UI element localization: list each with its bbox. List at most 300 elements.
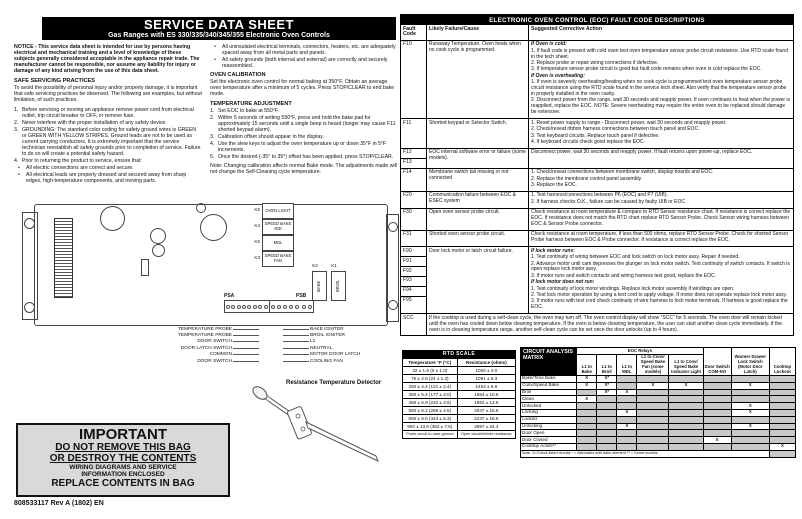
fault-table-header bbox=[401, 25, 793, 40]
matrix-cell bbox=[637, 409, 669, 416]
oven-calibration-heading: OVEN CALIBRATION bbox=[210, 72, 266, 78]
matrix-cell: X bbox=[731, 403, 769, 410]
matrix-cell bbox=[703, 409, 731, 416]
temperature-adjustment-step-marker: 3. bbox=[210, 134, 215, 140]
temperature-adjustment-step-text: Once the desired (-35° to 35°) offset has been applied, press STOP/CLEAR. bbox=[218, 154, 394, 160]
matrix-column-header: L1 to Broil bbox=[597, 354, 617, 375]
matrix-column-header: L1 to Conv/ Speed Bake Indicator Light bbox=[669, 354, 703, 375]
matrix-cell bbox=[637, 430, 669, 437]
matrix-body bbox=[521, 375, 796, 457]
matrix-cell bbox=[597, 396, 617, 403]
fault-action bbox=[529, 231, 793, 246]
assurance-bullet-marker: • bbox=[214, 44, 216, 50]
fault-code: F95 bbox=[401, 296, 426, 306]
fault-cause: Runaway Temperature. Oven heats when no cook cycle is programmed. bbox=[427, 41, 529, 118]
matrix-column-header: Cooktop Lockout bbox=[769, 348, 795, 376]
fault-action bbox=[529, 119, 793, 148]
wire-leader-line bbox=[283, 348, 309, 349]
fault-code-cell bbox=[401, 247, 427, 313]
matrix-cell bbox=[769, 409, 795, 416]
fault-code: F12 bbox=[403, 149, 412, 156]
rtd-footer-right: Open circuit/infinite resistance bbox=[457, 431, 515, 439]
fault-code: F11 bbox=[403, 119, 412, 126]
wire-label: COOLING FAN bbox=[310, 358, 343, 364]
fault-code: F94 bbox=[401, 286, 426, 296]
matrix-cell bbox=[703, 375, 731, 382]
temperature-adjustment-step-text: Within 5 seconds of setting 550°F, press and hold the bake pad for approximately 15 seconds until a single beep is heard (longer may cause F11 shorted keypad alarm). bbox=[218, 115, 396, 133]
matrix-cell bbox=[669, 437, 703, 444]
matrix-cell bbox=[597, 409, 617, 416]
matrix-cell bbox=[577, 409, 597, 416]
matrix-cell: X* bbox=[597, 382, 617, 389]
rtd-scale-title: RTD SCALE bbox=[403, 351, 516, 359]
wire-leader-line bbox=[283, 361, 309, 362]
matrix-cell: X bbox=[703, 437, 731, 444]
fault-table-title: ELECTRONIC OVEN CONTROL (EOC) FAULT CODE DESCRIPTIONS bbox=[401, 15, 793, 25]
wire-label: MOTOR DOOR LATCH bbox=[310, 352, 361, 358]
rtd-cell: 650 ± 9.6 (343 ± 5.3) bbox=[403, 415, 458, 423]
temperature-adjustment-step-text: Use the slew keys to adjust the oven temperature up or down 35°F in 5°F increments. bbox=[218, 141, 387, 153]
connector-pin bbox=[258, 305, 262, 309]
fault-action-header: Suggested Corrective Action bbox=[531, 25, 603, 32]
matrix-row bbox=[521, 409, 796, 416]
connector-pin bbox=[271, 305, 275, 309]
connector-pin bbox=[231, 305, 235, 309]
relay-function-label: MDL bbox=[262, 235, 294, 251]
rtd-cell: 1000 ± 4.0 bbox=[457, 367, 515, 375]
matrix-cell bbox=[669, 389, 703, 396]
matrix-row-label: Locked bbox=[521, 416, 577, 423]
matrix-cell bbox=[669, 403, 703, 410]
matrix-cell bbox=[769, 403, 795, 410]
fault-action bbox=[529, 192, 793, 208]
fault-action-line: Disconnect power, wait 30 seconds and reapply power. If fault returns upon power-up, replace EOC. bbox=[531, 149, 753, 156]
fault-row bbox=[401, 313, 793, 335]
matrix-cell bbox=[769, 450, 795, 457]
matrix-column-header: L1 to MDL bbox=[617, 354, 637, 375]
matrix-cell bbox=[577, 437, 597, 444]
temperature-adjustment-heading: TEMPERATURE ADJUSTMENT bbox=[210, 101, 292, 107]
fault-code-table bbox=[400, 14, 794, 336]
matrix-cell bbox=[597, 403, 617, 410]
relay-function-label: SPEED BAKE FAN bbox=[262, 251, 294, 267]
fault-row bbox=[401, 40, 793, 118]
matrix-cell bbox=[617, 430, 637, 437]
fault-row bbox=[401, 246, 793, 313]
fault-code-cell bbox=[401, 209, 427, 230]
fault-code-cell bbox=[401, 169, 427, 191]
matrix-cell bbox=[577, 416, 597, 423]
fault-action-heading: If lock motor runs: bbox=[531, 247, 575, 254]
matrix-cell: X* bbox=[597, 375, 617, 382]
matrix-column-header: L1 to Conv/ Speed Bake Fan (some models) bbox=[637, 354, 669, 375]
fault-action-line: 2. Disconnect power from the range, wait 30 seconds and reapply power. If oven continues to heat when the power is reapplied, replace the EOC. NOTE: Severe overheating may require the entire oven to be replaced should damage be extensive. bbox=[531, 97, 791, 116]
fault-action-heading: If Oven is cold: bbox=[531, 41, 567, 48]
fault-action-line: 1. Check/reseat connections between membrane switch, display boards and EOC. bbox=[531, 169, 714, 176]
safe-practice-item-marker: 2. bbox=[14, 120, 19, 126]
sheet-title-bar bbox=[42, 17, 396, 40]
wire-label: DOOR LATCH SWITCH bbox=[180, 345, 232, 351]
matrix-cell bbox=[637, 389, 669, 396]
fault-row bbox=[401, 208, 793, 230]
matrix-cell bbox=[669, 443, 703, 450]
rtd-row bbox=[403, 407, 516, 415]
matrix-cell bbox=[597, 423, 617, 430]
temperature-adjustment-step-marker: 4. bbox=[210, 141, 215, 147]
matrix-row-label: Bake/Time Bake bbox=[521, 375, 577, 382]
intro-left-column bbox=[14, 44, 202, 185]
connector-pin bbox=[302, 305, 306, 309]
rtd-cell: 1654 ± 10.8 bbox=[457, 391, 515, 399]
matrix-cell: X bbox=[577, 396, 597, 403]
fault-cause: Communication failure between EOC & ESEC system bbox=[427, 192, 529, 208]
wire-label: NEUTRAL bbox=[310, 345, 333, 351]
fault-action-line: 4. If keyboard circuits check good replace the EOC. bbox=[531, 138, 645, 145]
rtd-cell: 75 ± 2.5 (24 ± 1.3) bbox=[403, 375, 458, 383]
matrix-row-label: Unlocking bbox=[521, 423, 577, 430]
rtd-cell: 1453 ± 8.9 bbox=[457, 383, 515, 391]
matrix-row-label: Unlocked bbox=[521, 403, 577, 410]
assurance-bullet bbox=[214, 44, 398, 56]
rtd-row bbox=[403, 375, 516, 383]
matrix-cell bbox=[597, 437, 617, 444]
matrix-cell bbox=[731, 430, 769, 437]
matrix-cell bbox=[703, 416, 731, 423]
matrix-title: CIRCUIT ANALYSIS MATRIX bbox=[521, 348, 577, 376]
matrix-row bbox=[521, 375, 796, 382]
rtd-cell: 2047 ± 15.8 bbox=[457, 407, 515, 415]
relay-id-label: K2 bbox=[312, 263, 318, 268]
matrix-cell bbox=[769, 423, 795, 430]
matrix-row-label: Cooktop Active** bbox=[521, 443, 577, 450]
fault-row bbox=[401, 168, 793, 191]
matrix-cell bbox=[703, 389, 731, 396]
matrix-column-header: Warmer Drawer Lock Switch (Motor Door Latch) bbox=[731, 348, 769, 376]
fault-cause: Door lock motor or latch circuit failure. bbox=[427, 247, 529, 313]
matrix-column-header: Door Switch COM-NO bbox=[703, 348, 731, 376]
rtd-cell: 1091 ± 5.3 bbox=[457, 375, 515, 383]
screw bbox=[196, 203, 206, 213]
rtd-cell: 350 ± 5.4 (177 ± 3.0) bbox=[403, 391, 458, 399]
wire-leader-line bbox=[233, 329, 259, 330]
matrix-cell: X bbox=[617, 389, 637, 396]
mounting-hole bbox=[388, 300, 398, 310]
safe-practices-sub-bullets bbox=[14, 165, 202, 184]
assurance-bullet bbox=[214, 57, 398, 69]
rtd-cell: 250 ± 4.4 (121 ± 2.4) bbox=[403, 383, 458, 391]
matrix-cell bbox=[637, 437, 669, 444]
temperature-adjustment-step-text: Set EOC to bake at 550°F. bbox=[218, 108, 279, 114]
rtd-cell: 900 ± 13.6 (482 ± 7.5) bbox=[403, 423, 458, 431]
temperature-adjustment-step-marker: 1. bbox=[210, 108, 215, 114]
temperature-adjustment-step bbox=[210, 134, 398, 140]
wire-label: L1 bbox=[310, 339, 316, 345]
matrix-row-label: Door Closed bbox=[521, 437, 577, 444]
matrix-cell bbox=[731, 437, 769, 444]
matrix-cell bbox=[577, 403, 597, 410]
matrix-cell: X bbox=[731, 382, 769, 389]
safe-practice-bullet bbox=[18, 172, 202, 184]
fault-code-cell bbox=[401, 231, 427, 246]
part-number: 808533117 Rev A (1802) EN bbox=[14, 500, 104, 507]
connector-pin bbox=[295, 305, 299, 309]
safe-practices-heading: SAFE SERVICING PRACTICES bbox=[14, 78, 96, 84]
fault-code: F92 bbox=[401, 266, 426, 276]
matrix-note-row bbox=[521, 450, 796, 457]
matrix-cell: X bbox=[769, 443, 795, 450]
matrix-cell bbox=[637, 443, 669, 450]
connector-pin bbox=[289, 305, 293, 309]
wire-leader-line bbox=[233, 361, 259, 362]
rtd-cell: 550 ± 8.2 (288 ± 4.5) bbox=[403, 407, 458, 415]
matrix-cell bbox=[731, 396, 769, 403]
matrix-cell bbox=[637, 375, 669, 382]
rtd-row bbox=[403, 383, 516, 391]
wire-label: DOOR SWITCH bbox=[197, 339, 232, 345]
fault-action-line: 2. Replace probe or repair wiring connections if defective. bbox=[531, 60, 659, 67]
safe-practices-intro: To avoid the possibility of personal injury and/or property damage, it is important that safe servicing practices be observed. The following are examples, but without limitation, of such practices. bbox=[14, 85, 202, 103]
matrix-cell bbox=[731, 443, 769, 450]
connector-pin bbox=[226, 305, 230, 309]
safe-practice-item bbox=[14, 107, 202, 119]
fault-action-line: 1. Test continuity of wiring between EOC and lock switch on lock motor assy. Repair if needed. bbox=[531, 254, 740, 261]
rtd-temp-header: Temperature °F (°C) bbox=[403, 359, 458, 367]
matrix-cell bbox=[669, 416, 703, 423]
wire-leader-line bbox=[233, 341, 259, 342]
matrix-cell bbox=[669, 430, 703, 437]
wire-label-row bbox=[20, 358, 260, 364]
matrix-cell: X bbox=[669, 382, 703, 389]
fault-action-line: 3. If temperature sensor probe circuit is good but fault code remains when oven is cold replace the EOC. bbox=[531, 66, 762, 73]
matrix-cell bbox=[769, 375, 795, 382]
fault-code: F14 bbox=[403, 169, 412, 176]
matrix-column-header: L1 to Bake bbox=[577, 354, 597, 375]
relay-function-label: SPEED BAKE IND bbox=[262, 219, 294, 235]
matrix-cell bbox=[731, 389, 769, 396]
fault-cause: Shorted keypad or Selector Switch. bbox=[427, 119, 529, 148]
safe-practice-item-marker: 3. bbox=[14, 127, 19, 133]
connector-psa-label: PSA bbox=[224, 293, 235, 299]
circuit-analysis-matrix bbox=[520, 347, 796, 458]
matrix-cell: X bbox=[617, 423, 637, 430]
fault-action-line: 1. Reset power supply to range - Disconnect power, wait 30 seconds and reapply power. bbox=[531, 119, 727, 126]
wire-label: TEMPERATURE PROBE bbox=[177, 326, 232, 332]
fault-code: F20 bbox=[403, 192, 412, 199]
matrix-cell bbox=[577, 443, 597, 450]
important-line: DO NOT REMOVE THIS BAG bbox=[55, 442, 191, 453]
fault-code-header: Fault Code bbox=[401, 25, 427, 40]
fault-action-line: 2. Test lock motor operation by using a test cord to apply voltage. If motor does not operate replace lock motor assy. bbox=[531, 292, 788, 299]
connector-half bbox=[270, 301, 314, 312]
matrix-cell bbox=[703, 430, 731, 437]
relay-function-label: OVEN LIGHT bbox=[262, 203, 294, 219]
matrix-cell bbox=[769, 382, 795, 389]
mounting-hole bbox=[388, 222, 398, 232]
edge-connector bbox=[224, 300, 314, 313]
matrix-cell bbox=[617, 416, 637, 423]
wire-label: DOOR SWITCH bbox=[197, 358, 232, 364]
wire-leader-line bbox=[283, 354, 309, 355]
matrix-cell bbox=[669, 409, 703, 416]
fault-code-cell bbox=[401, 149, 427, 168]
matrix-cell bbox=[577, 430, 597, 437]
component bbox=[141, 259, 149, 276]
safe-practice-item-marker: 1. bbox=[14, 107, 19, 113]
matrix-row bbox=[521, 403, 796, 410]
matrix-row-label: Clean bbox=[521, 396, 577, 403]
matrix-cell bbox=[669, 423, 703, 430]
matrix-cell bbox=[617, 396, 637, 403]
matrix-group-header: EOC Relays bbox=[577, 348, 703, 355]
matrix-cell bbox=[617, 382, 637, 389]
wire-label-row bbox=[282, 358, 398, 364]
relay-id-label: K6 bbox=[254, 239, 260, 244]
matrix-cell: X bbox=[731, 409, 769, 416]
connector-pin bbox=[277, 305, 281, 309]
matrix-cell bbox=[637, 396, 669, 403]
matrix-cell bbox=[617, 375, 637, 382]
important-bag-notice bbox=[16, 423, 230, 497]
fault-code: F90 bbox=[403, 247, 412, 254]
fault-action-line: Check resistance at room temperature & compare to RTD Sensor resistance chart. If resistance is correct replace the EOC. If resistance does not match the RTD chart replace RTD Sensor Probe. Check Sensor wiring harness between EOC & Sensor Probe connector. bbox=[531, 209, 791, 227]
fault-cause: Membrane switch tail missing or not connected bbox=[427, 169, 529, 191]
matrix-cell bbox=[769, 437, 795, 444]
fault-code: F10 bbox=[403, 41, 412, 48]
matrix-cell bbox=[731, 375, 769, 382]
wire-label: BROIL IGNITER bbox=[310, 333, 346, 339]
matrix-header-row bbox=[521, 348, 796, 355]
rtd-probe-drawing bbox=[250, 380, 400, 475]
temperature-adjustment-step bbox=[210, 154, 398, 160]
matrix-cell bbox=[597, 443, 617, 450]
safe-practice-item-marker: 4. bbox=[14, 158, 19, 164]
matrix-cell: X bbox=[731, 423, 769, 430]
fault-table-body bbox=[401, 40, 793, 336]
wire-leader-line bbox=[283, 335, 309, 336]
rtd-cell: 1852 ± 13.5 bbox=[457, 399, 515, 407]
matrix-head bbox=[521, 348, 796, 376]
matrix-row-label: Broil bbox=[521, 389, 577, 396]
important-line: INFORMATION ENCLOSED bbox=[81, 471, 165, 478]
important-line: WIRING DIAGRAMS AND SERVICE bbox=[69, 464, 177, 471]
rtd-row bbox=[403, 391, 516, 399]
important-line: REPLACE CONTENTS IN BAG bbox=[51, 478, 195, 489]
fault-action bbox=[427, 314, 793, 335]
matrix-row bbox=[521, 416, 796, 423]
matrix-cell bbox=[769, 396, 795, 403]
matrix-row bbox=[521, 430, 796, 437]
matrix-cell bbox=[703, 423, 731, 430]
matrix-cell bbox=[769, 389, 795, 396]
safe-practice-item-text: Before servicing or moving an appliance remove power cord from electrical outlet, trip circuit breaker to OFF, or remove fuse. bbox=[22, 107, 194, 119]
relay-id-label: K4 bbox=[254, 223, 260, 228]
important-title: IMPORTANT bbox=[78, 426, 168, 443]
matrix-row bbox=[521, 443, 796, 450]
fault-code-cell bbox=[401, 192, 427, 208]
fault-action-line: 2. Replace the membrane control panel assembly. bbox=[531, 175, 643, 182]
matrix-row bbox=[521, 396, 796, 403]
wire-labels-left bbox=[20, 326, 260, 364]
fault-cause: Shorted oven sensor probe circuit. bbox=[427, 231, 529, 246]
rtd-footer-left: Probe circuit to case ground bbox=[403, 431, 458, 439]
safe-practice-bullet-marker: • bbox=[18, 172, 20, 178]
fault-action-line: 2. Check/reseat ribbon harness connections between touch panel and EOC. bbox=[531, 126, 700, 133]
fault-row bbox=[401, 230, 793, 246]
matrix-cell bbox=[617, 437, 637, 444]
matrix-cell: X bbox=[577, 382, 597, 389]
connector-pin bbox=[283, 305, 287, 309]
matrix-cell bbox=[769, 416, 795, 423]
fault-cause-header: Likely Failure/Cause bbox=[427, 25, 529, 40]
safe-practice-item-text: Never interfere with the proper installation of any safety device. bbox=[22, 120, 167, 126]
fault-action bbox=[529, 169, 793, 191]
sheet-subtitle: Gas Ranges with ES 330/335/340/345/355 Electronic Oven Controls bbox=[108, 32, 330, 39]
fault-action-line: 3. If motor runs and switch contacts and wiring harness test good, replace the EOC. bbox=[531, 272, 717, 279]
connector-pin bbox=[247, 305, 251, 309]
fault-code-cell bbox=[401, 314, 427, 335]
fault-code-cell bbox=[401, 119, 427, 148]
wire-leader-line bbox=[283, 329, 309, 330]
safe-practice-bullet-text: All electric connections are correct and secure. bbox=[26, 165, 134, 171]
matrix-cell: X bbox=[577, 375, 597, 382]
connector-psb-label: PSB bbox=[296, 293, 307, 299]
matrix-cell bbox=[617, 443, 637, 450]
matrix-cell bbox=[703, 403, 731, 410]
rtd-cell: 2697 ± 24.4 bbox=[457, 423, 515, 431]
safe-practice-bullet-marker: • bbox=[18, 165, 20, 171]
matrix-row bbox=[521, 382, 796, 389]
fault-action-line: 1. If fault code is present with cold oven test oven temperature sensor probe circuit resistance. Use RTD scale found in the tech sheet. bbox=[531, 47, 788, 60]
safe-practice-item bbox=[14, 127, 202, 157]
intro-text bbox=[14, 44, 398, 185]
fault-action-line: 3. Test keyboard circuits. Replace touch panel if defective. bbox=[531, 132, 660, 139]
fault-action-line: Check resistance at room temperature, if less than 500 ohms, replace RTD Sensor Probe. Check for shorted Sensor Probe harness between EOC & Probe connector. If resistance is correct replace the EOC. bbox=[531, 231, 789, 244]
matrix-row-label: Door Open bbox=[521, 430, 577, 437]
fault-action-line: 1. Test harness/connections between P6 (EOC) and P7 (UIB). bbox=[531, 192, 668, 199]
fault-action-line: 3. Replace the EOC. bbox=[531, 181, 577, 188]
fault-action-line: 2. If harness checks O.K., failure can be caused by faulty UIB or EOC bbox=[531, 198, 685, 205]
fault-action-line: 1. Test continuity of lock motor windings. Replace lock motor assembly if windings are open. bbox=[531, 285, 735, 292]
fault-code: F93 bbox=[401, 276, 426, 286]
matrix-cell bbox=[577, 423, 597, 430]
rtd-cell: 450 ± 6.9 (232 ± 3.6) bbox=[403, 399, 458, 407]
matrix-cell bbox=[703, 382, 731, 389]
fault-row bbox=[401, 191, 793, 208]
safe-practice-item bbox=[14, 120, 202, 126]
fault-code: F31 bbox=[403, 231, 412, 238]
temperature-adjustment-step-text: Calibration offset should appear in the display. bbox=[218, 134, 324, 140]
wire-label: TEMPERATURE PROBE bbox=[177, 333, 232, 339]
matrix-cell bbox=[597, 416, 617, 423]
connector-pin bbox=[308, 305, 312, 309]
matrix-cell bbox=[731, 416, 769, 423]
matrix-cell bbox=[637, 403, 669, 410]
connector-half bbox=[225, 301, 270, 312]
fault-cause: Open oven sensor probe circuit. bbox=[427, 209, 529, 230]
rtd-cell: 2237 ± 18.5 bbox=[457, 415, 515, 423]
notice-paragraph: NOTICE - This service data sheet is intended for use by persons having electrical and mechanical training and a level of knowledge of these subjects generally considered acceptable in the appliance repair trade. The manufacturer cannot be responsible, nor assume any liability for injury or damage of any kind arising from the use of this data sheet. bbox=[14, 44, 200, 74]
matrix-row bbox=[521, 423, 796, 430]
matrix-cell bbox=[669, 375, 703, 382]
fault-row bbox=[401, 148, 793, 168]
wire-leader-line bbox=[233, 335, 259, 336]
safe-practices-list bbox=[14, 107, 202, 164]
oven-calibration-body: Set the electronic oven control for normal baking at 350°F. Obtain an average oven temperature after a minimum of 5 cycles. Press STOP/CLEAR to end bake mode. bbox=[210, 79, 395, 97]
connector-pin bbox=[242, 305, 246, 309]
fault-action-line: 1. If oven is severely overheating/heating when no cook cycle is programmed test oven temperature sensor probe circuit resistance using the RTD scale found in the service tech sheet. Also verify that the temperature sensor probe in properly installed in the oven cavity. bbox=[531, 79, 787, 98]
fault-code: F13 bbox=[401, 158, 426, 168]
control-board-diagram bbox=[20, 202, 398, 398]
